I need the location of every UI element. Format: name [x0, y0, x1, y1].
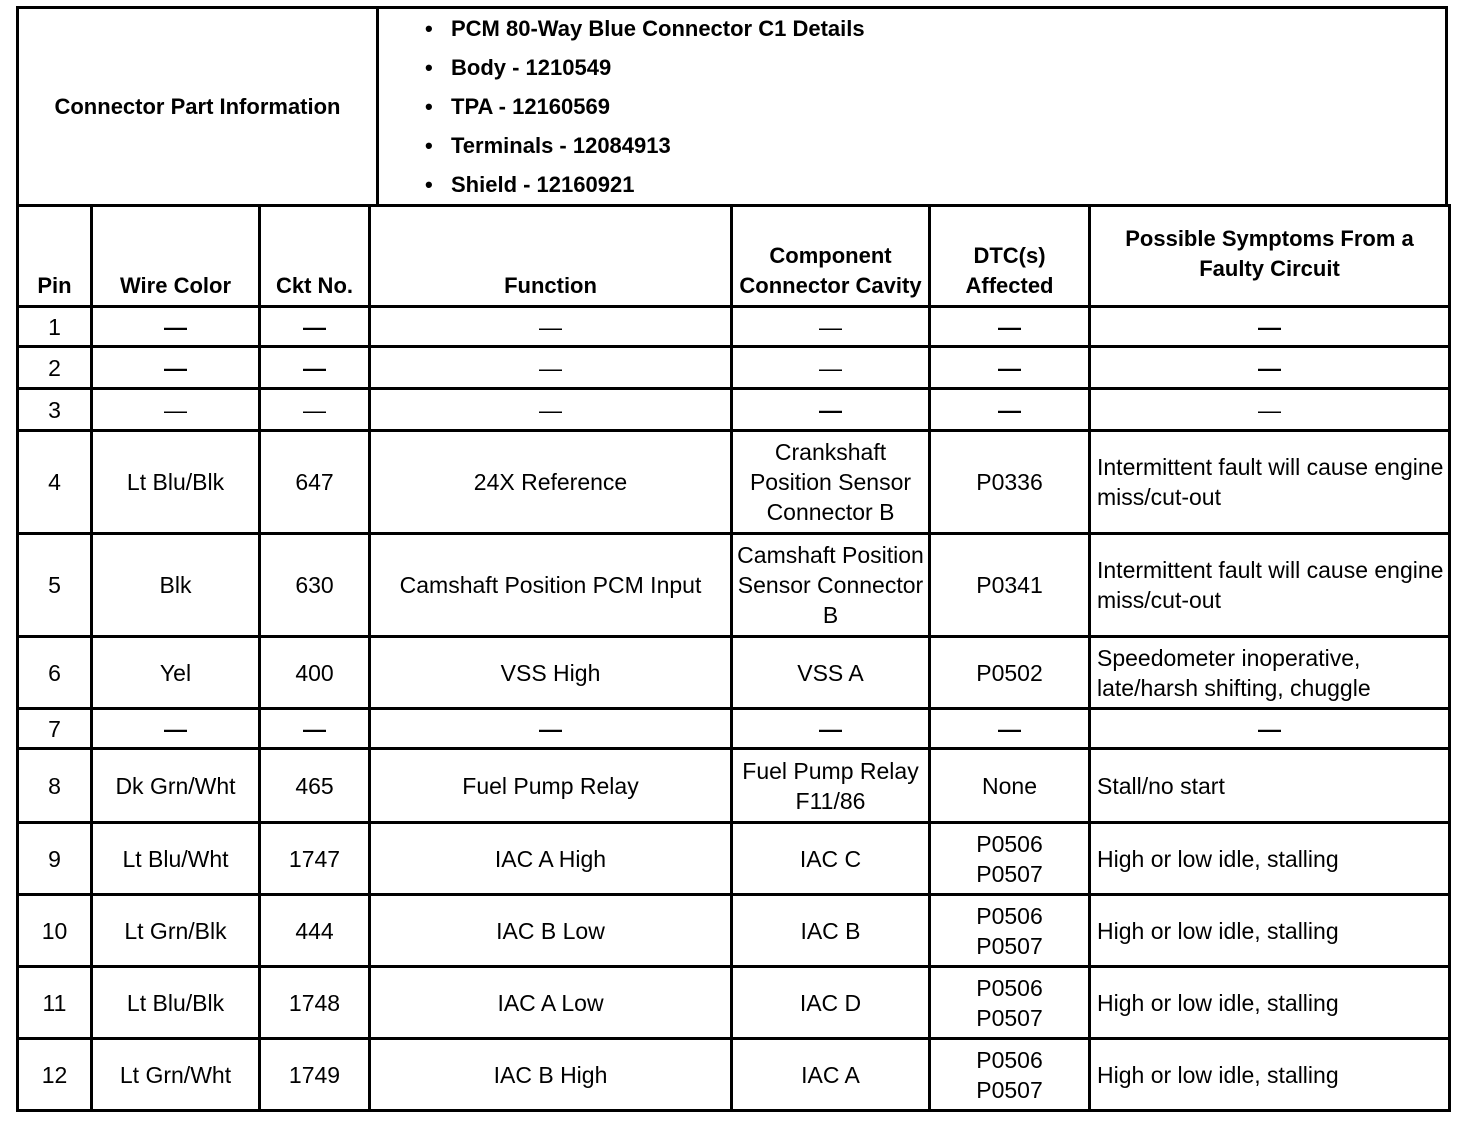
pin-cell: 10	[18, 895, 92, 967]
function-cell: Fuel Pump Relay	[370, 749, 732, 823]
dtc-cell: —	[930, 709, 1090, 749]
connector-info-table	[16, 6, 1448, 207]
connector-info-details	[378, 8, 1447, 206]
connector-info-row	[18, 8, 1447, 206]
wire-color-cell: Lt Blu/Blk	[92, 967, 260, 1039]
ckt-no-cell: —	[260, 389, 370, 431]
wire-color-cell: Lt Grn/Wht	[92, 1039, 260, 1111]
wire-color-cell: Lt Grn/Blk	[92, 895, 260, 967]
detail-item: • PCM 80-Way Blue Connector C1 Details	[425, 9, 1441, 48]
cavity-cell: IAC D	[732, 967, 930, 1039]
col-header-ckt-no: Ckt No.	[260, 206, 370, 307]
header-row	[18, 206, 1450, 307]
function-cell: VSS High	[370, 637, 732, 709]
wire-color-cell: Lt Blu/Blk	[92, 431, 260, 534]
pin-cell: 3	[18, 389, 92, 431]
ckt-no-cell: 647	[260, 431, 370, 534]
cavity-cell: IAC A	[732, 1039, 930, 1111]
wire-color-cell: Blk	[92, 534, 260, 637]
wire-color-cell: Dk Grn/Wht	[92, 749, 260, 823]
dtc-cell: P0341	[930, 534, 1090, 637]
dtc-cell: None	[930, 749, 1090, 823]
wire-color-cell: Lt Blu/Wht	[92, 823, 260, 895]
connector-document	[16, 6, 1448, 1112]
connector-info-label: Connector Part Information	[18, 8, 378, 206]
symptoms-cell: —	[1090, 307, 1450, 347]
symptoms-cell: Speedometer inoperative, late/harsh shifting, chuggle	[1090, 637, 1450, 709]
symptoms-cell: —	[1090, 347, 1450, 389]
function-cell: —	[370, 709, 732, 749]
pin-cell: 11	[18, 967, 92, 1039]
pin-cell: 1	[18, 307, 92, 347]
detail-item: • Terminals - 12084913	[425, 126, 1441, 165]
symptoms-cell: High or low idle, stalling	[1090, 823, 1450, 895]
symptoms-cell: High or low idle, stalling	[1090, 895, 1450, 967]
ckt-no-cell: 1747	[260, 823, 370, 895]
table-row	[18, 347, 1450, 389]
symptoms-cell: Stall/no start	[1090, 749, 1450, 823]
col-header-wire-color: Wire Color	[92, 206, 260, 307]
cavity-cell: Crankshaft Position Sensor Connector B	[732, 431, 930, 534]
col-header-pin: Pin	[18, 206, 92, 307]
symptoms-cell: High or low idle, stalling	[1090, 1039, 1450, 1111]
detail-item: • Body - 1210549	[425, 48, 1441, 87]
cavity-cell: —	[732, 709, 930, 749]
table-row	[18, 534, 1450, 637]
wire-color-cell: —	[92, 307, 260, 347]
cavity-cell: IAC B	[732, 895, 930, 967]
connector-details-list	[425, 9, 1441, 204]
pin-cell: 9	[18, 823, 92, 895]
detail-item: • TPA - 12160569	[425, 87, 1441, 126]
ckt-no-cell: 1748	[260, 967, 370, 1039]
pin-cell: 5	[18, 534, 92, 637]
dtc-cell: P0506 P0507	[930, 895, 1090, 967]
function-cell: IAC A Low	[370, 967, 732, 1039]
dtc-cell: P0506 P0507	[930, 967, 1090, 1039]
function-cell: IAC A High	[370, 823, 732, 895]
dtc-cell: P0506 P0507	[930, 1039, 1090, 1111]
table-row	[18, 431, 1450, 534]
symptoms-cell: High or low idle, stalling	[1090, 967, 1450, 1039]
wire-color-cell: Yel	[92, 637, 260, 709]
symptoms-cell: Intermittent fault will cause engine miss/cut-out	[1090, 534, 1450, 637]
cavity-cell: Camshaft Position Sensor Connector B	[732, 534, 930, 637]
table-row	[18, 749, 1450, 823]
function-cell: Camshaft Position PCM Input	[370, 534, 732, 637]
dtc-cell: —	[930, 307, 1090, 347]
pin-table	[16, 204, 1451, 1112]
function-cell: —	[370, 307, 732, 347]
col-header-dtc: DTC(s) Affected	[930, 206, 1090, 307]
table-row	[18, 709, 1450, 749]
function-cell: IAC B Low	[370, 895, 732, 967]
dtc-cell: P0506 P0507	[930, 823, 1090, 895]
table-row	[18, 389, 1450, 431]
ckt-no-cell: 400	[260, 637, 370, 709]
ckt-no-cell: —	[260, 709, 370, 749]
dtc-cell: P0336	[930, 431, 1090, 534]
wire-color-cell: —	[92, 347, 260, 389]
table-row	[18, 637, 1450, 709]
function-cell: IAC B High	[370, 1039, 732, 1111]
dtc-cell: P0502	[930, 637, 1090, 709]
pin-cell: 8	[18, 749, 92, 823]
ckt-no-cell: 630	[260, 534, 370, 637]
function-cell: 24X Reference	[370, 431, 732, 534]
wire-color-cell: —	[92, 709, 260, 749]
pin-cell: 2	[18, 347, 92, 389]
cavity-cell: IAC C	[732, 823, 930, 895]
table-row	[18, 1039, 1450, 1111]
cavity-cell: —	[732, 389, 930, 431]
wire-color-cell: —	[92, 389, 260, 431]
ckt-no-cell: —	[260, 347, 370, 389]
col-header-symptoms: Possible Symptoms From a Faulty Circuit	[1090, 206, 1450, 307]
dtc-cell: —	[930, 347, 1090, 389]
ckt-no-cell: —	[260, 307, 370, 347]
col-header-function: Function	[370, 206, 732, 307]
ckt-no-cell: 465	[260, 749, 370, 823]
cavity-cell: —	[732, 307, 930, 347]
ckt-no-cell: 1749	[260, 1039, 370, 1111]
function-cell: —	[370, 347, 732, 389]
table-row	[18, 895, 1450, 967]
pin-cell: 12	[18, 1039, 92, 1111]
detail-item: • Shield - 12160921	[425, 165, 1441, 204]
pin-cell: 6	[18, 637, 92, 709]
dtc-cell: —	[930, 389, 1090, 431]
table-row	[18, 967, 1450, 1039]
symptoms-cell: Intermittent fault will cause engine miss/cut-out	[1090, 431, 1450, 534]
table-row	[18, 823, 1450, 895]
cavity-cell: Fuel Pump Relay F11/86	[732, 749, 930, 823]
col-header-cavity: Component Connector Cavity	[732, 206, 930, 307]
cavity-cell: VSS A	[732, 637, 930, 709]
cavity-cell: —	[732, 347, 930, 389]
table-row	[18, 307, 1450, 347]
pin-cell: 7	[18, 709, 92, 749]
ckt-no-cell: 444	[260, 895, 370, 967]
function-cell: —	[370, 389, 732, 431]
symptoms-cell: —	[1090, 709, 1450, 749]
symptoms-cell: —	[1090, 389, 1450, 431]
pin-cell: 4	[18, 431, 92, 534]
